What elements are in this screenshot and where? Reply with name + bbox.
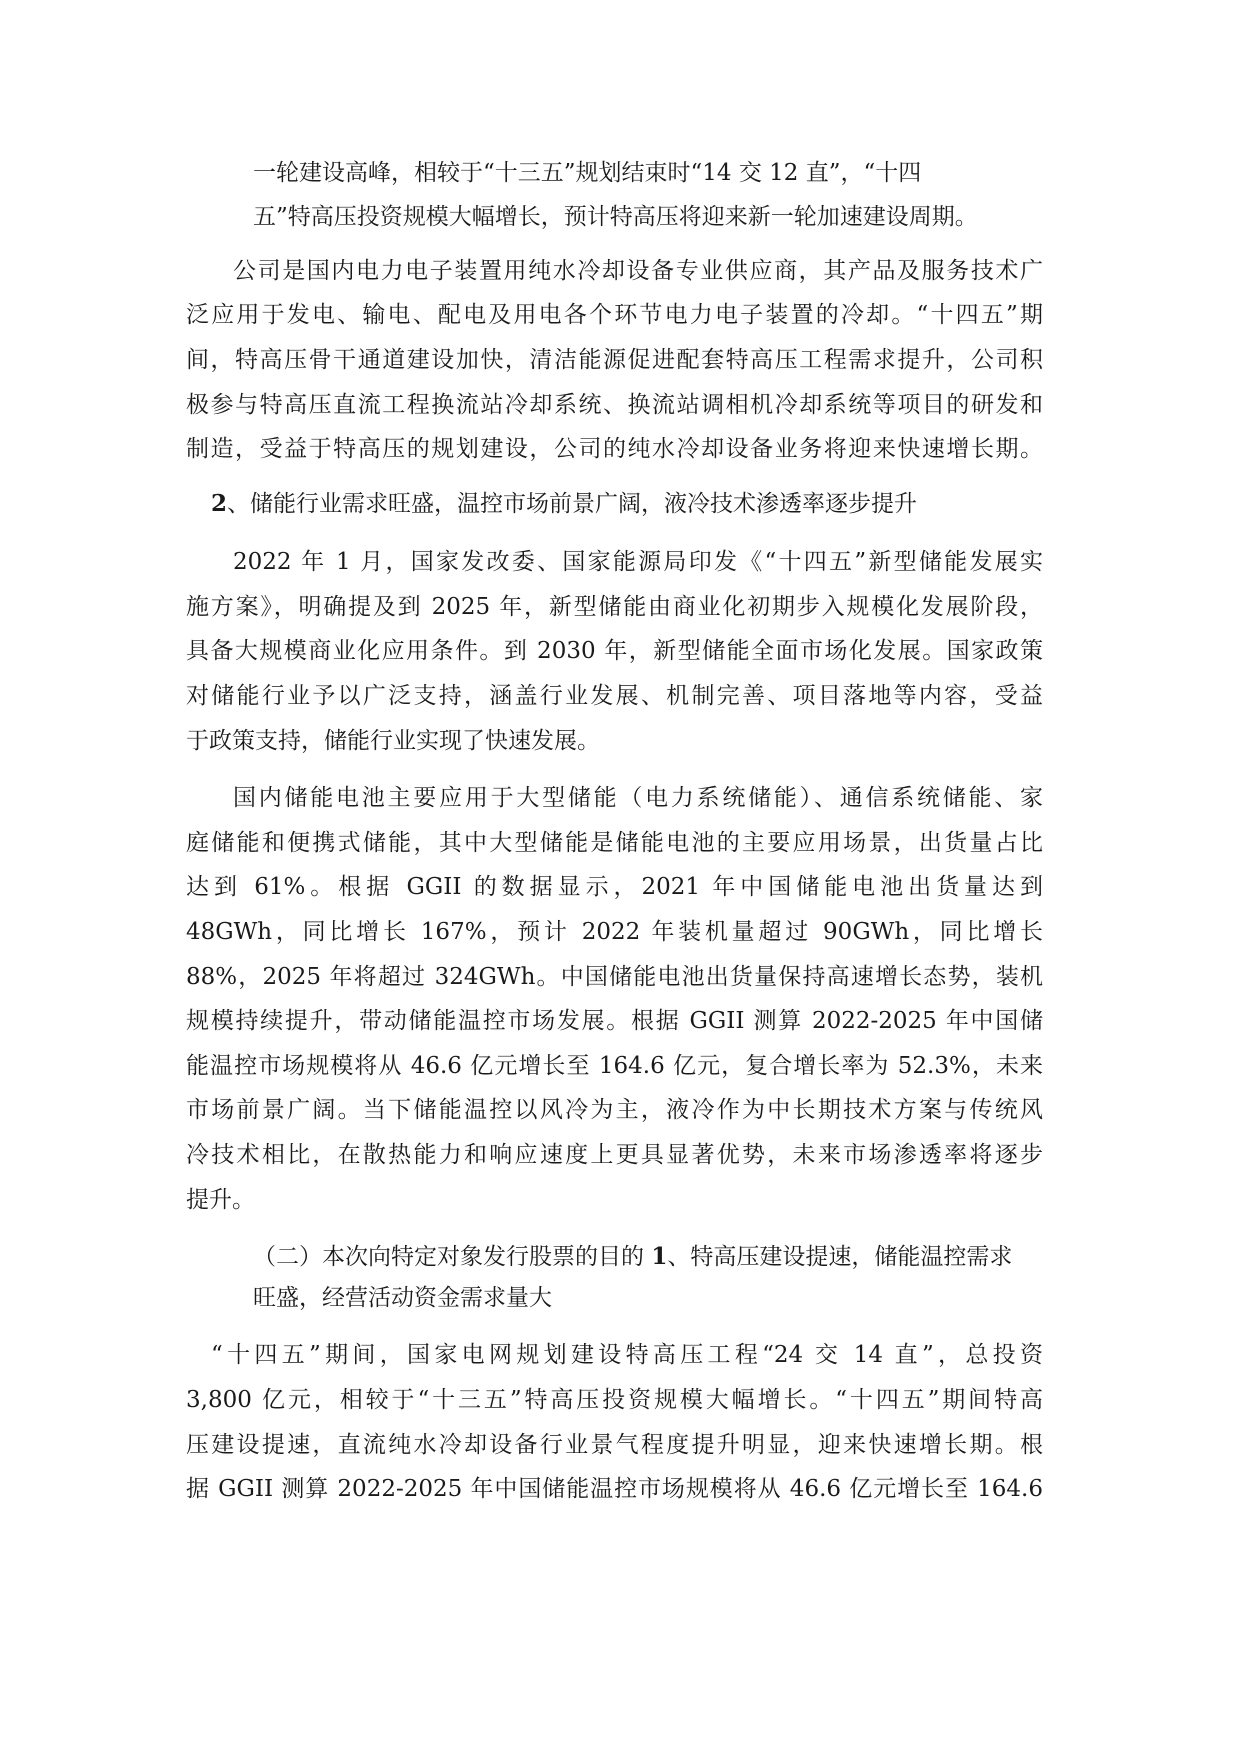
market-para-line-8: 市场前景广阔。当下储能温控以风冷为主，液冷作为中长期技术方案与传统风 [186,1097,1043,1123]
company-para-line-2: 泛应用于发电、输电、配电及用电各个环节电力电子装置的冷却。“十四五”期 [186,302,1043,328]
intro-line-1: 一轮建设高峰，相较于“十三五”规划结束时“14 交 12 直”，“十四 [253,160,922,186]
section-heading-2 [211,489,917,519]
company-para-line-1: 公司是国内电力电子装置用纯水冷却设备专业供应商，其产品及服务技术广 [233,258,1043,284]
investment-para-line-4: 据 GGII 测算 2022-2025 年中国储能温控市场规模将从 46.6 亿元增长至 164.6 [186,1476,1043,1502]
policy-para-line-2: 施方案》，明确提及到 2025 年，新型储能由商业化初期步入规模化发展阶段， [186,594,1043,620]
market-para-line-7: 能温控市场规模将从 46.6 亿元增长至 164.6 亿元，复合增长率为 52.3%，未来 [186,1053,1043,1079]
purpose-heading-line-2: 旺盛，经营活动资金需求量大 [253,1285,552,1311]
investment-para-line-1: “十四五”期间，国家电网规划建设特高压工程“24 交 14 直”，总投资 [211,1342,1043,1368]
investment-para-line-2: 3,800 亿元，相较于“十三五”特高压投资规模大幅增长。“十四五”期间特高 [186,1387,1043,1413]
market-para-line-4: 48GWh，同比增长 167%，预计 2022 年装机量超过 90GWh，同比增长 [186,919,1043,945]
purpose-heading-line-1 [253,1242,1012,1272]
section-heading-2-text: 、储能行业需求旺盛，温控市场前景广阔，液冷技术渗透率逐步提升 [227,491,918,517]
company-para-line-3: 间，特高压骨干通道建设加快，清洁能源促进配套特高压工程需求提升，公司积 [186,347,1043,373]
intro-line-2: 五”特高压投资规模大幅增长，预计特高压将迎来新一轮加速建设周期。 [253,204,978,230]
market-para-line-1: 国内储能电池主要应用于大型储能（电力系统储能）、通信系统储能、家 [233,785,1043,811]
company-para-line-4: 极参与特高压直流工程换流站冷却系统、换流站调相机冷却系统等项目的研发和 [186,392,1043,418]
market-para-line-5: 88%，2025 年将超过 324GWh。中国储能电池出货量保持高速增长态势，装机 [186,964,1043,990]
market-para-line-6: 规模持续提升，带动储能温控市场发展。根据 GGII 测算 2022-2025 年中国储 [186,1008,1043,1034]
policy-para-line-5: 于政策支持，储能行业实现了快速发展。 [186,728,600,754]
section-heading-2-number: 2 [211,490,228,517]
purpose-heading-number: 1 [651,1243,668,1270]
policy-para-line-3: 具备大规模商业化应用条件。到 2030 年，新型储能全面市场化发展。国家政策 [186,638,1043,664]
market-para-line-3: 达到 61%。根据 GGII 的数据显示，2021 年中国储能电池出货量达到 [186,874,1043,900]
purpose-heading-rest: 、特高压建设提速，储能温控需求 [667,1244,1013,1270]
purpose-heading-prefix: （二）本次向特定对象发行股票的目的 [253,1244,652,1270]
investment-para-line-3: 压建设提速，直流纯水冷却设备行业景气程度提升明显，迎来快速增长期。根 [186,1432,1043,1458]
policy-para-line-4: 对储能行业予以广泛支持，涵盖行业发展、机制完善、项目落地等内容，受益 [186,683,1043,709]
company-para-line-5: 制造，受益于特高压的规划建设，公司的纯水冷却设备业务将迎来快速增长期。 [186,436,1043,462]
market-para-line-9: 冷技术相比，在散热能力和响应速度上更具显著优势，未来市场渗透率将逐步 [186,1142,1043,1168]
market-para-line-2: 庭储能和便携式储能，其中大型储能是储能电池的主要应用场景，出货量占比 [186,830,1043,856]
market-para-line-10: 提升。 [186,1187,255,1213]
policy-para-line-1: 2022 年 1 月，国家发改委、国家能源局印发《“十四五”新型储能发展实 [233,549,1043,575]
